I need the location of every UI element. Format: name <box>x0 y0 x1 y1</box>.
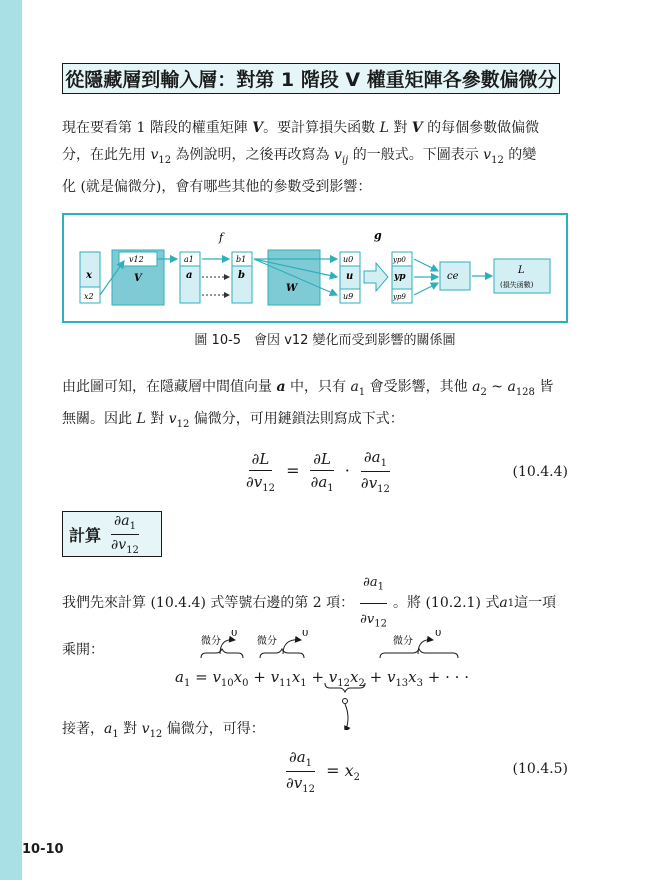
svg-text:a1: a1 <box>184 255 194 264</box>
side-margin-bar <box>0 0 22 880</box>
svg-text:v12: v12 <box>129 255 144 264</box>
svg-text:yp: yp <box>394 272 406 282</box>
svg-text:yp0: yp0 <box>393 256 406 264</box>
svg-text:u0: u0 <box>343 255 354 264</box>
svg-text:x2: x2 <box>84 292 94 301</box>
svg-text:a: a <box>186 270 193 281</box>
equation-number-2: (10.4.5) <box>512 761 568 777</box>
section-title <box>62 63 560 94</box>
label-f: f <box>219 231 224 244</box>
subsection-title: 計算 $\frac{\partial a_1}{\partial v_{12}}$ <box>62 511 162 557</box>
paragraph-4: 接著，$a_1$ 對 $v_{12}$ 偏微分，可得： <box>62 721 265 740</box>
svg-text:(損失函數): (損失函數) <box>500 281 534 289</box>
label-g: g <box>374 229 382 242</box>
figure-caption: 圖 10-5 會因 v12 變化而受到影響的關係圖 <box>194 333 456 348</box>
softmax-arrow <box>364 263 388 291</box>
svg-text:b: b <box>238 270 245 281</box>
paragraph-3: 我們先來計算 (10.4.4) 式等號右邊的第 2 項： $\frac{\partial a_1}{\partial v_{12}}$ 。將 (10.2.1) 式 a 1 這一項 乘開： <box>62 569 572 664</box>
svg-text:V: V <box>134 273 142 284</box>
intro-paragraph: 現在要看第 1 階段的權重矩陣 V。要計算損失函數 L 對 V 的每個參數做偏微 分，在此先用 $v_{12}$ 為例說明，之後再改寫為 $v_{ij}$ 的一般式。下圖表示 $v_{12}$ 的變 化 (就是偏微分)，會有哪些其他的參數受到影響： <box>62 120 540 195</box>
paragraph-2: 由此圖可知，在隱藏層中間值向量 a 中，只有 $a_1$ 會受影響，其他 $a_2$ ~ $a_{128}$ 皆 無關。因此 L 對 $v_{12}$ 偏微分，可用鏈鎖法則寫成下式： <box>62 379 554 430</box>
svg-text:ce: ce <box>447 271 459 282</box>
page-number: 10-10 <box>22 842 64 857</box>
svg-text:u9: u9 <box>343 292 354 301</box>
equation-10-4-4: $\frac{\partial L}{\partial v_{12}}$ = $\frac{\partial L}{\partial a_1}$ · $\frac{\partial a_1}{\partial v_{12}}$ <box>246 448 390 495</box>
svg-text:微分: 微分 <box>257 636 277 647</box>
svg-text:yp9: yp9 <box>393 293 406 301</box>
svg-text:u: u <box>346 271 354 282</box>
W-matrix <box>268 250 320 305</box>
svg-text:x: x <box>86 270 92 281</box>
svg-text:L: L <box>518 265 525 276</box>
svg-text:0: 0 <box>231 630 238 639</box>
svg-text:W: W <box>286 283 298 294</box>
network-diagram <box>64 215 566 321</box>
expansion-equation: $a_1 = v_{10}x_0 + v_{11}x_1 + v_{12}x_2 + v_{13}x_3$ + · · · <box>175 668 469 689</box>
equation-10-4-5: $\frac{\partial a_1}{\partial v_{12}}$ = $x_2$ <box>286 748 360 795</box>
figure-10-5 <box>62 213 568 323</box>
svg-text:0: 0 <box>302 630 309 639</box>
equation-number-1: (10.4.4) <box>512 464 568 480</box>
svg-text:b1: b1 <box>236 255 247 264</box>
svg-text:微分: 微分 <box>393 636 413 647</box>
section-title-text: 從隱藏層到輸入層：對第 1 階段 V 權重矩陣各參數偏微分 <box>65 69 557 91</box>
svg-text:微分: 微分 <box>201 636 221 647</box>
svg-text:0: 0 <box>435 630 442 639</box>
